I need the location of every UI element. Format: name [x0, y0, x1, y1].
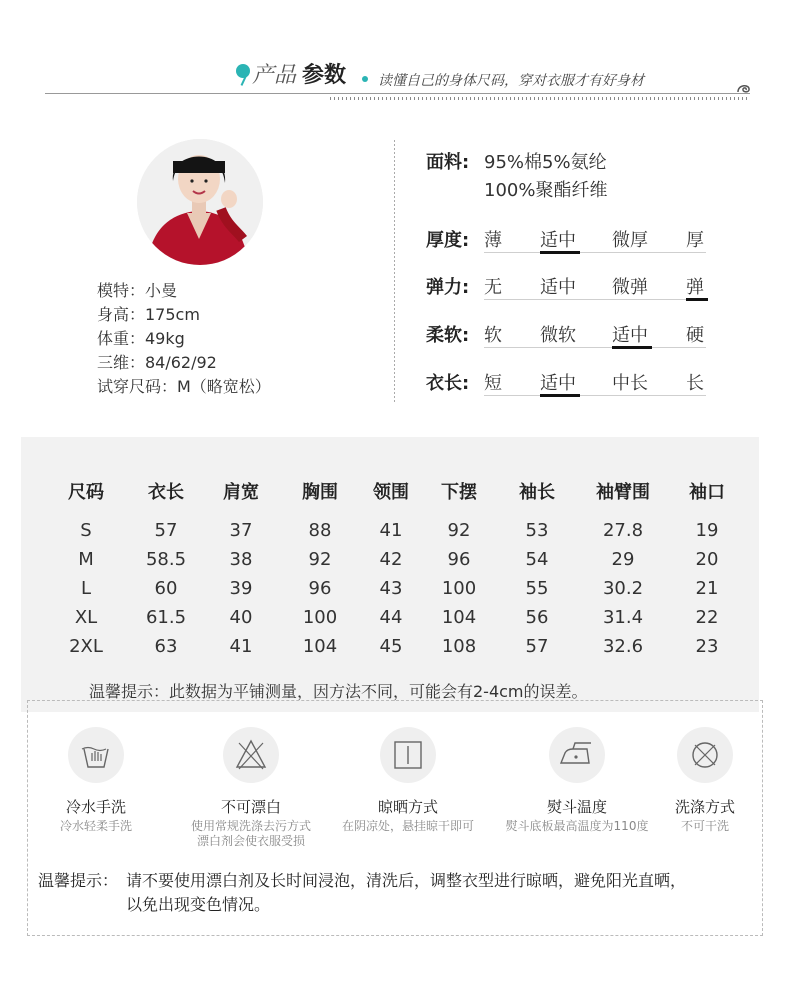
table-cell: 96	[447, 549, 471, 570]
size-table-note: 温馨提示：此数据为平铺测量，因方法不同，可能会有2-4cm的误差。	[89, 682, 588, 701]
no-bleach-icon	[223, 727, 279, 783]
table-cell: 29	[611, 549, 635, 570]
care-item-title: 晾晒方式	[377, 798, 438, 816]
table-cell: 45	[379, 636, 403, 657]
attribute-scale-line	[484, 347, 706, 348]
table-cell: 92	[447, 520, 471, 541]
attribute-option: 无	[484, 277, 502, 298]
care-note-line2: 以免出现变色情况。	[126, 895, 271, 914]
table-cell: 104	[441, 607, 477, 628]
table-cell: 56	[525, 607, 549, 628]
table-header-cell: 领围	[373, 482, 409, 503]
care-item-description: 使用常规洗涤去污方式	[190, 819, 311, 833]
table-cell: M	[78, 549, 94, 570]
attribute-option: 微厚	[612, 230, 648, 251]
table-cell: 42	[379, 549, 403, 570]
table-header-cell: 衣长	[148, 482, 184, 503]
attribute-option: 硬	[686, 325, 704, 346]
table-cell: XL	[74, 607, 98, 628]
model-height: 身高：175cm	[97, 305, 200, 324]
table-cell: 43	[379, 578, 403, 599]
table-header-cell: 下摆	[441, 482, 477, 503]
table-cell: 57	[154, 520, 178, 541]
swirl-icon	[736, 80, 752, 94]
attribute-option: 厚	[686, 230, 704, 251]
table-cell: 31.4	[602, 607, 644, 628]
table-header-cell: 尺码	[68, 482, 104, 503]
care-item-description-2: 漂白剂会使衣服受损	[196, 834, 305, 848]
attribute-option: 适中	[540, 277, 576, 298]
model-photo	[137, 139, 263, 265]
table-cell: 100	[302, 607, 338, 628]
model-measurements: 三维：84/62/92	[97, 353, 217, 372]
care-item-description: 在阴凉处，悬挂晾干即可	[341, 819, 474, 833]
table-cell: 58.5	[145, 549, 187, 570]
attribute-scale-line	[484, 252, 706, 253]
header-dotted-line	[330, 97, 750, 100]
table-header-cell: 胸围	[302, 482, 338, 503]
vertical-divider	[394, 140, 395, 402]
table-cell: 41	[229, 636, 253, 657]
table-cell: 57	[525, 636, 549, 657]
attribute-option: 适中	[612, 325, 648, 346]
attribute-scale-line	[484, 299, 706, 300]
model-trial-size: 试穿尺码：M（略宽松）	[97, 377, 271, 396]
table-cell: 39	[229, 578, 253, 599]
attribute-label: 柔软:	[426, 325, 470, 346]
table-cell: 37	[229, 520, 253, 541]
table-cell: 20	[695, 549, 719, 570]
iron-icon	[549, 727, 605, 783]
hand-wash-icon	[68, 727, 124, 783]
no-dry-clean-icon	[677, 727, 733, 783]
table-cell: 41	[379, 520, 403, 541]
drying-icon	[380, 727, 436, 783]
attribute-option: 薄	[484, 230, 502, 251]
care-item-description: 熨斗底板最高温度为110度	[505, 819, 649, 833]
selected-option-underline	[540, 251, 580, 254]
table-cell: 19	[695, 520, 719, 541]
table-cell: 30.2	[602, 578, 644, 599]
table-cell: 38	[229, 549, 253, 570]
attribute-option: 微弹	[612, 277, 648, 298]
table-cell: 63	[154, 636, 178, 657]
attribute-option: 短	[484, 373, 502, 394]
header-accent-dot	[236, 64, 250, 78]
care-item-title: 不可漂白	[220, 798, 281, 816]
selected-option-underline	[612, 346, 652, 349]
attribute-option: 弹	[686, 277, 704, 298]
care-item-title: 洗涤方式	[674, 798, 735, 816]
table-cell: S	[80, 520, 92, 541]
care-item-title: 熨斗温度	[546, 798, 607, 816]
care-note-line1: 请不要使用漂白剂及长时间浸泡，清洗后，调整衣型进行晾晒，避免阳光直晒，	[126, 871, 687, 890]
table-header-cell: 袖臂围	[596, 482, 650, 503]
care-item-description: 不可干洗	[680, 819, 729, 833]
table-cell: 92	[308, 549, 332, 570]
table-cell: 53	[525, 520, 549, 541]
table-header-cell: 肩宽	[223, 482, 259, 503]
attribute-option: 长	[686, 373, 704, 394]
table-cell: 44	[379, 607, 403, 628]
table-cell: 61.5	[145, 607, 187, 628]
fabric-label: 面料:	[426, 152, 470, 173]
table-cell: 23	[695, 636, 719, 657]
header-title-bold: 参数	[302, 63, 347, 88]
attribute-option: 适中	[540, 230, 576, 251]
model-name: 模特：小曼	[97, 281, 178, 300]
selected-option-underline	[540, 394, 580, 397]
table-cell: 22	[695, 607, 719, 628]
model-weight: 体重：49kg	[97, 329, 185, 348]
header-title-light: 产品	[252, 63, 297, 88]
table-cell: 104	[302, 636, 338, 657]
attribute-scale-line	[484, 395, 706, 396]
table-cell: 60	[154, 578, 178, 599]
attribute-option: 适中	[540, 373, 576, 394]
attribute-label: 弹力:	[426, 277, 470, 298]
table-cell: 27.8	[602, 520, 644, 541]
care-item-description: 冷水轻柔手洗	[59, 819, 132, 833]
table-cell: 108	[441, 636, 477, 657]
fabric-line2: 100%聚酯纤维	[484, 180, 608, 201]
header-subtitle: 读懂自己的身体尺码，穿对衣服才有好身材	[378, 73, 644, 89]
care-note-label: 温馨提示：	[38, 871, 119, 890]
table-cell: 32.6	[602, 636, 644, 657]
header-divider	[45, 93, 750, 94]
table-cell: 55	[525, 578, 549, 599]
table-cell: 100	[441, 578, 477, 599]
attribute-option: 中长	[612, 373, 648, 394]
attribute-label: 厚度:	[426, 230, 470, 251]
attribute-option: 微软	[540, 325, 576, 346]
care-item-title: 冷水手洗	[65, 798, 126, 816]
header-bullet	[362, 76, 368, 82]
table-header-cell: 袖口	[689, 482, 725, 503]
table-cell: 21	[695, 578, 719, 599]
table-cell: 2XL	[69, 636, 103, 657]
table-cell: 40	[229, 607, 253, 628]
table-cell: 54	[525, 549, 549, 570]
table-header-cell: 袖长	[519, 482, 555, 503]
table-cell: 88	[308, 520, 332, 541]
selected-option-underline	[686, 298, 708, 301]
fabric-line1: 95%棉5%氨纶	[484, 152, 607, 173]
table-cell: 96	[308, 578, 332, 599]
attribute-label: 衣长:	[426, 373, 470, 394]
table-cell: L	[80, 578, 92, 599]
attribute-option: 软	[484, 325, 502, 346]
